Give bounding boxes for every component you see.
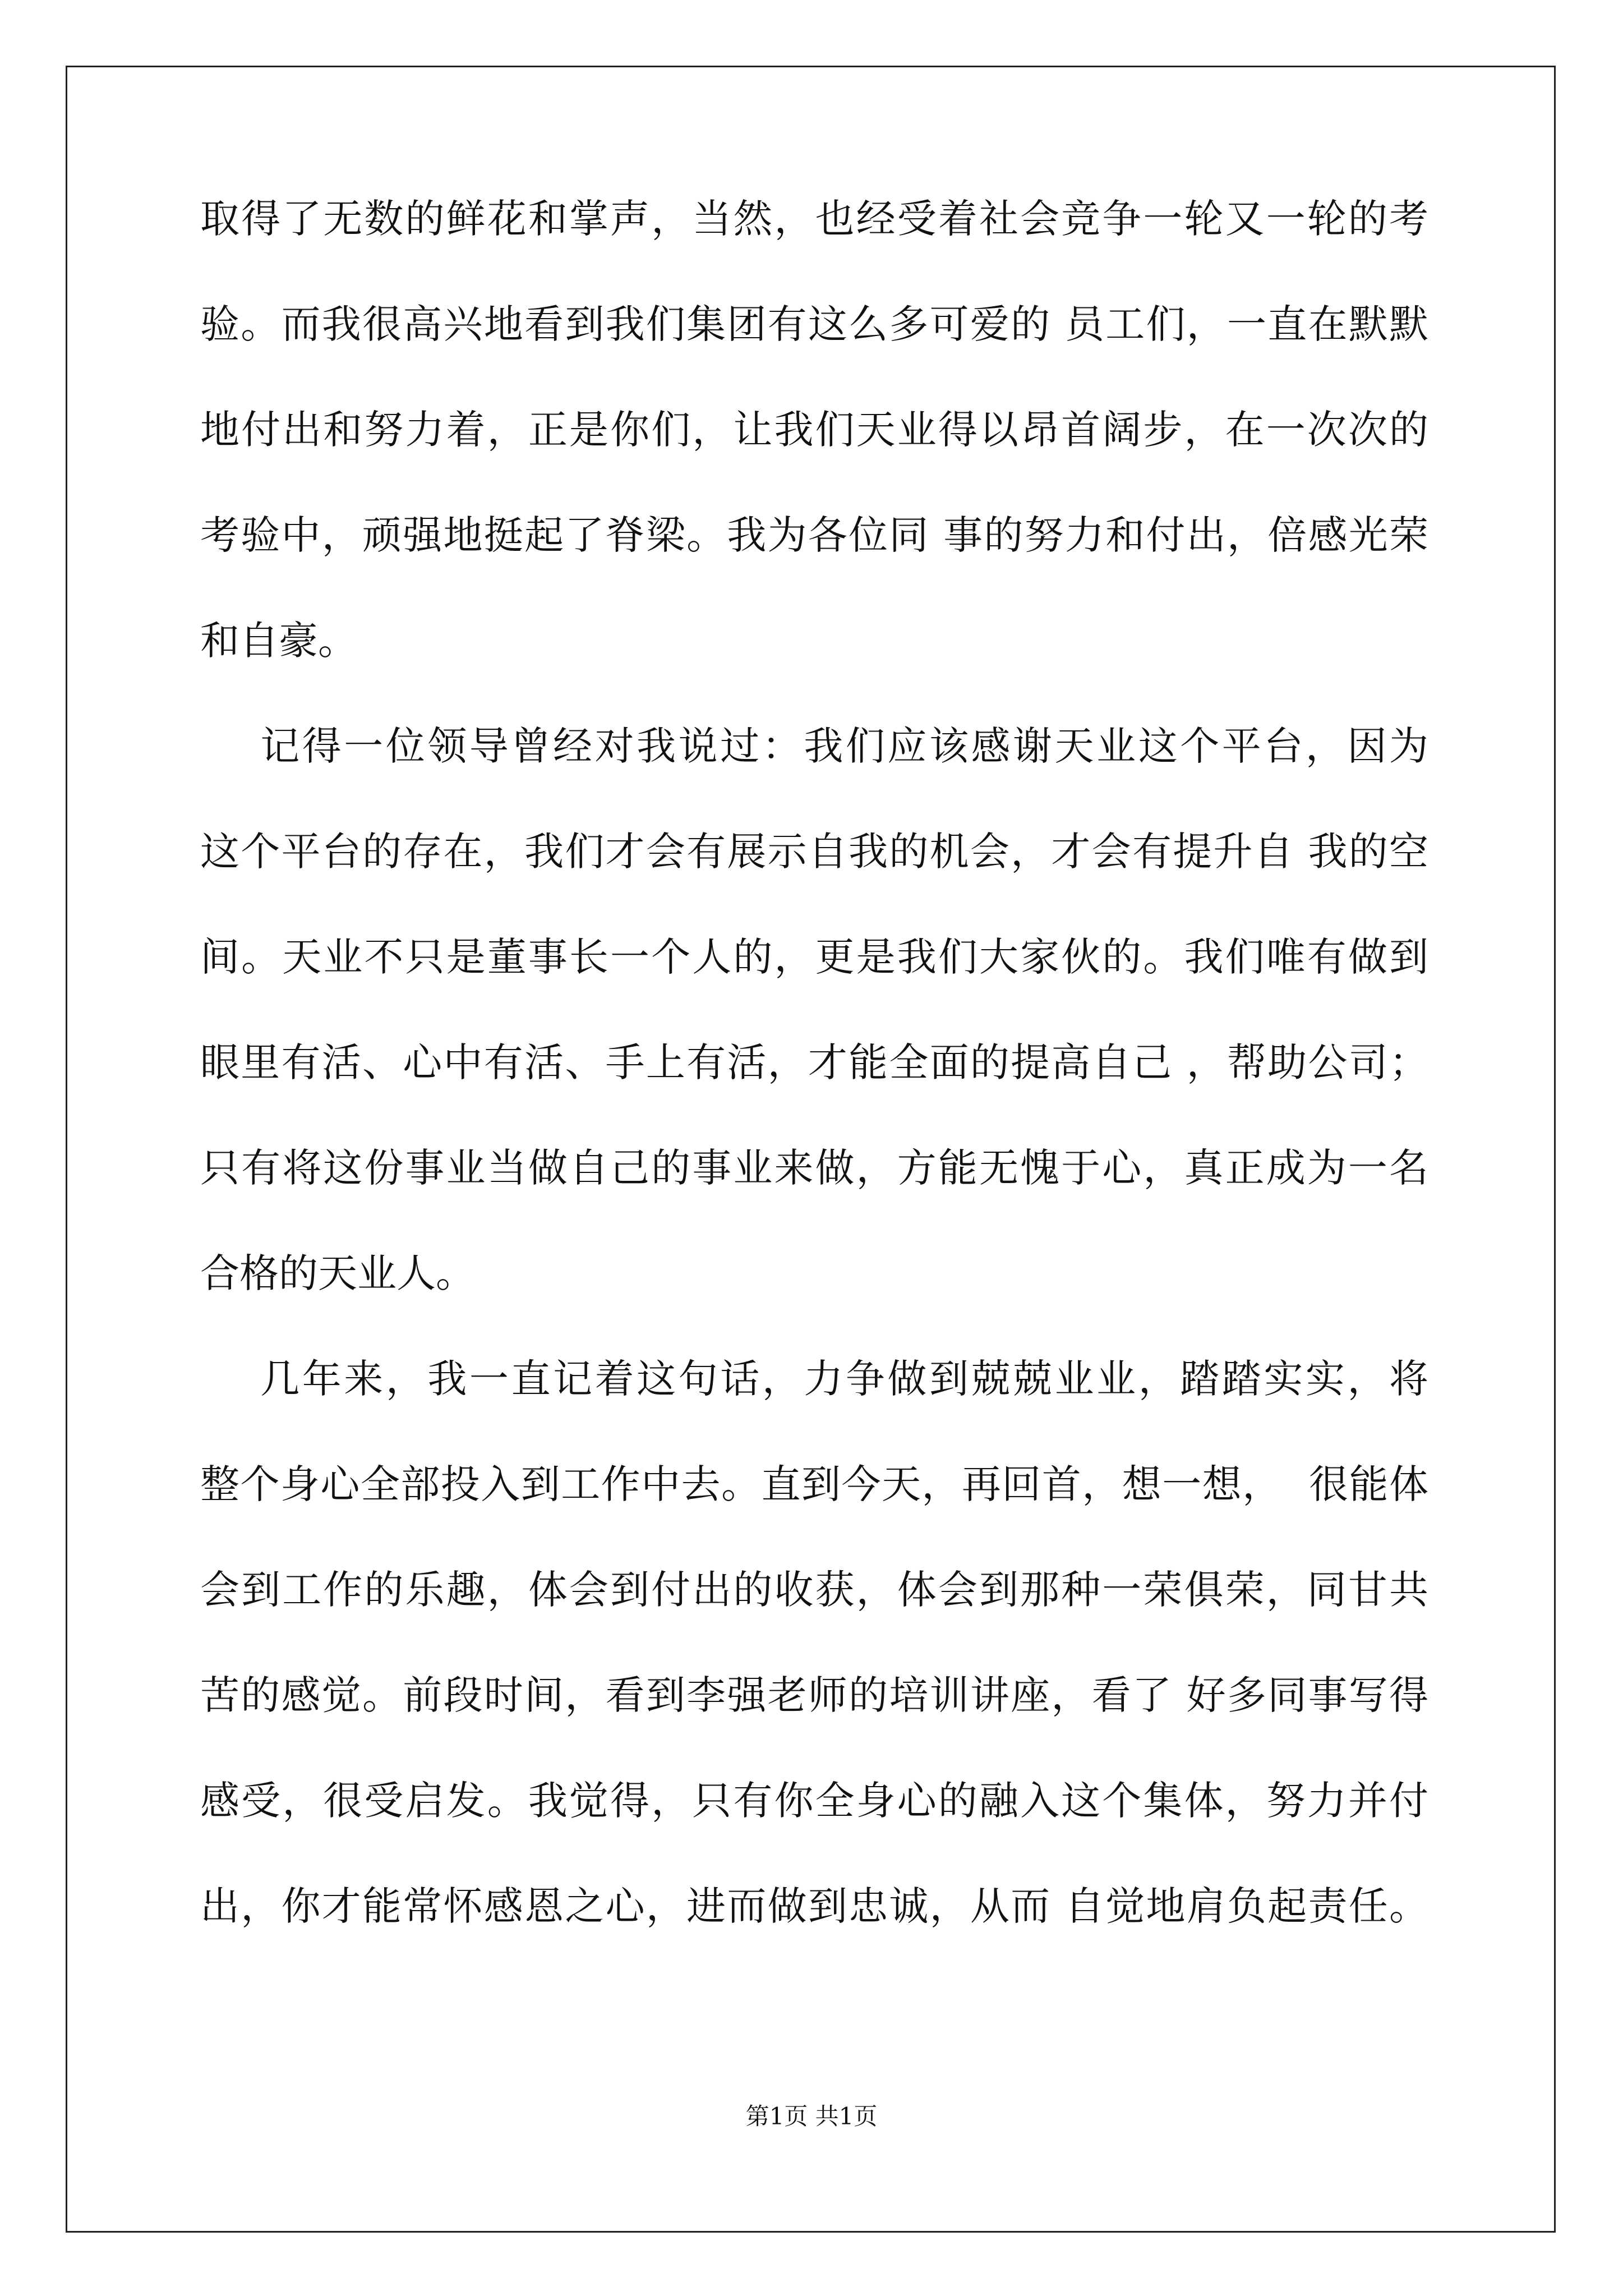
text-line: 只有将这份事业当做自己的事业来做，方能无愧于心，真正成为一名 <box>200 1145 1428 1191</box>
text-line: 这个平台的存在，我们才会有展示自我的机会，才会有提升自 我的空 <box>200 829 1428 875</box>
text-line: 眼里有活、心中有活、手上有活，才能全面的提高自己 ，帮助公司； <box>200 1039 1428 1085</box>
text-line: 合格的天业人。 <box>200 1250 475 1296</box>
text-line: 整个身心全部投入到工作中去。直到今天，再回首，想一想， 很能体 <box>200 1461 1428 1507</box>
text-line: 取得了无数的鲜花和掌声，当然，也经受着社会竞争一轮又一轮的考 <box>200 196 1428 242</box>
text-line: 几年来，我一直记着这句话，力争做到兢兢业业，踏踏实实，将 <box>200 1356 1428 1402</box>
text-line: 苦的感觉。前段时间，看到李强老师的培训讲座，看了 好多同事写得 <box>200 1672 1428 1718</box>
text-line: 会到工作的乐趣，体会到付出的收获，体会到那种一荣俱荣，同甘共 <box>200 1567 1428 1613</box>
text-line: 出，你才能常怀感恩之心，进而做到忠诚，从而 自觉地肩负起责任。 <box>200 1883 1428 1929</box>
text-line: 记得一位领导曾经对我说过：我们应该感谢天业这个平台，因为 <box>200 723 1428 769</box>
text-line: 间。天业不只是董事长一个人的，更是我们大家伙的。我们唯有做到 <box>200 934 1428 980</box>
text-line: 验。而我很高兴地看到我们集团有这么多可爱的 员工们，一直在默默 <box>200 301 1428 347</box>
text-line: 感受，很受启发。我觉得，只有你全身心的融入这个集体，努力并付 <box>200 1778 1428 1824</box>
text-line: 考验中，顽强地挺起了脊梁。我为各位同 事的努力和付出，倍感光荣 <box>200 512 1428 558</box>
text-line: 地付出和努力着，正是你们，让我们天业得以昂首阔步，在一次次的 <box>200 407 1428 453</box>
page-number-footer: 第1页 共1页 <box>745 2102 878 2130</box>
text-line: 和自豪。 <box>200 618 357 664</box>
document-body <box>200 196 1434 1992</box>
